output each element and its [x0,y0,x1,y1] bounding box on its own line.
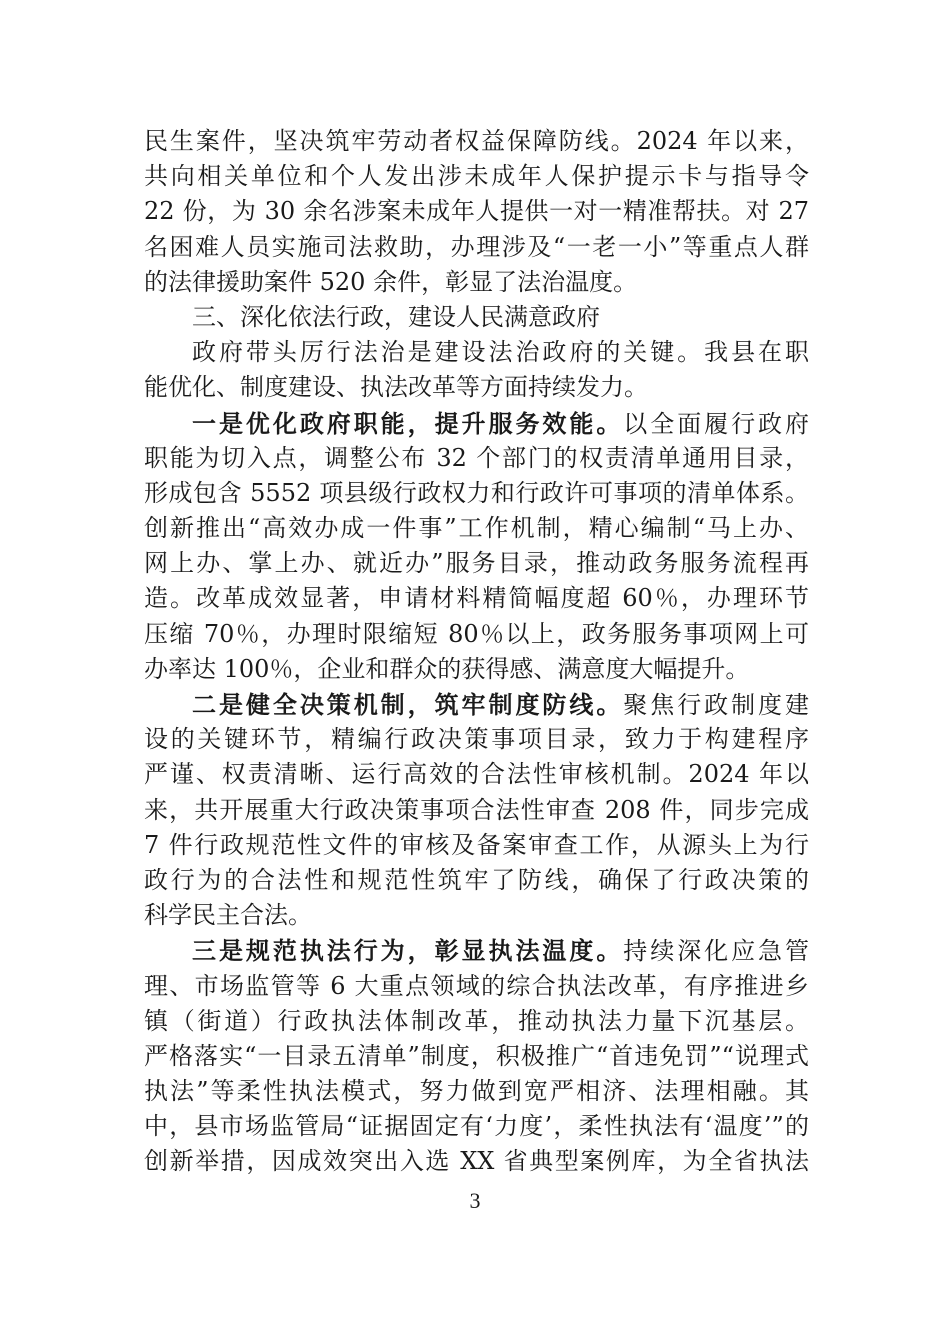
text-line: 执法”等柔性执法模式，努力做到宽严相济、法理相融。其 [144,1077,809,1106]
text-line: 7 件行政规范性文件的审核及备案审查工作，从源头上为行 [144,830,809,859]
point-2-heading: 二是健全决策机制，筑牢制度防线。 [192,690,624,719]
text-line: 压缩 70％，办理时限缩短 80％以上，政务服务事项网上可 [144,619,809,648]
document-body [144,124,809,1180]
point-3-heading: 三是规范执法行为，彰显执法温度。 [192,936,624,966]
point-2-lead: 聚焦行政制度建 [623,691,810,719]
paragraph-point-2 [144,687,809,933]
text-line: 的法律援助案件 520 余件，彰显了法治温度。 [144,267,638,296]
point-1-heading: 一是优化政府职能，提升服务效能。 [192,408,624,438]
text-line: 职能为切入点，调整公布 32 个部门的权责清单通用目录， [144,443,809,472]
section-heading: 三、深化依法行政，建设人民满意政府 [192,302,600,331]
text-line: 创新举措，因成效突出入选 XX 省典型案例库，为全省执法 [144,1147,809,1176]
point-1-lead: 以全面履行政府 [623,409,810,438]
text-line: 造。改革成效显著，申请材料精简幅度超 60％，办理环节 [144,584,809,613]
text-line: 来，共开展重大行政决策事项合法性审查 208 件，同步完成 [144,795,809,824]
text-line: 科学民主合法。 [144,901,312,930]
text-line: 能优化、制度建设、执法改革等方面持续发力。 [144,373,648,402]
text-line: 形成包含 5552 项县级行政权力和行政许可事项的清单体系。 [144,478,809,507]
text-line [144,687,809,722]
point-3-lead: 持续深化应急管 [623,937,810,966]
text-line: 镇（街道）行政执法体制改革，推动执法力量下沉基层。 [144,1006,809,1035]
text-line: 理、市场监管等 6 大重点领域的综合执法改革，有序推进乡 [144,971,809,1000]
paragraph-point-1 [144,406,809,688]
text-line: 严谨、权责清晰、运行高效的合法性审核机制。2024 年以 [144,760,809,789]
text-line: 政府带头厉行法治是建设法治政府的关键。我县在职 [192,338,809,367]
text-line: 设的关键环节，精编行政决策事项目录，致力于构建程序 [144,725,809,754]
text-line [144,406,809,441]
text-line: 民生案件，坚决筑牢劳动者权益保障防线。2024 年以来， [144,127,809,155]
text-line: 共向相关单位和个人发出涉未成年人保护提示卡与指导令 [144,162,809,191]
text-line: 政行为的合法性和规范性筑牢了防线，确保了行政决策的 [144,865,809,894]
paragraph-rights-protection [144,124,809,300]
text-line: 名困难人员实施司法救助，办理涉及“一老一小”等重点人群 [144,232,809,261]
text-line: 22 份，为 30 余名涉案未成年人提供一对一精准帮扶。对 27 [144,197,809,226]
paragraph-point-3 [144,933,809,1179]
text-line: 办率达 100％，企业和群众的获得感、满意度大幅提升。 [144,654,750,683]
text-line: 中，县市场监管局“证据固定有‘力度’，柔性执法有‘温度’”的 [144,1112,809,1141]
text-line: 网上办、掌上办、就近办”服务目录，推动政务服务流程再 [144,549,809,578]
text-line [144,933,809,968]
text-line: 创新推出“高效办成一件事”工作机制，精心编制“马上办、 [144,514,809,543]
text-line: 严格落实“一目录五清单”制度，积极推广“首违免罚”“说理式 [144,1041,809,1070]
paragraph-intro [144,335,809,405]
page-number: 3 [469,1188,481,1213]
